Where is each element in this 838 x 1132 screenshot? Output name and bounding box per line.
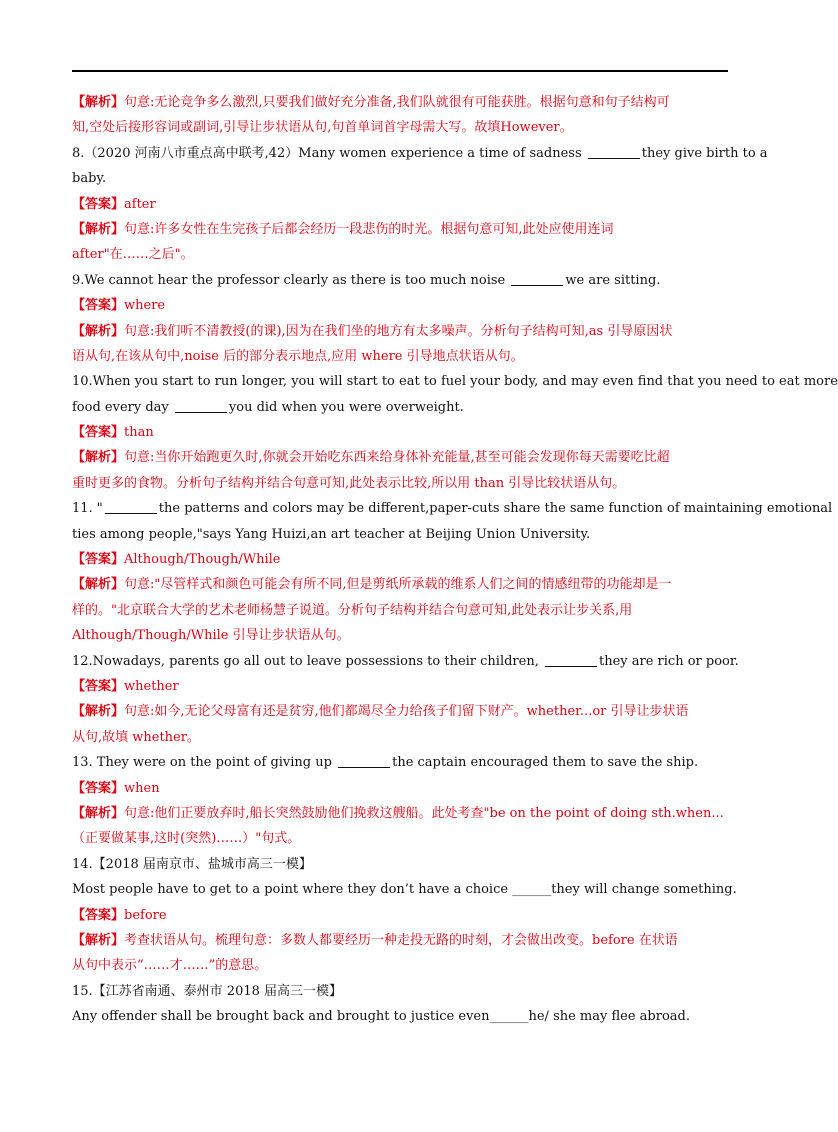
analysis-text: 语从句,在该从句中,noise 后的部分表示地点,应用 where 引导地点状语从句。: [72, 348, 524, 364]
answer-blank: [511, 271, 563, 286]
answer-text: whether: [124, 678, 179, 694]
analysis-tag: 【解析】: [72, 932, 125, 948]
question-10: [72, 369, 838, 394]
question-10-cont: [72, 395, 732, 420]
answer-text: when: [124, 780, 160, 796]
question-8-cont: [72, 166, 732, 191]
question-11: [72, 496, 833, 521]
answer-line: [72, 674, 732, 699]
question-text: 9.We cannot hear the professor clearly as there is too much noise: [72, 272, 506, 288]
question-13: [72, 750, 732, 775]
question-8: [72, 141, 768, 166]
analysis-line: [72, 242, 732, 267]
question-text: Any offender shall be brought back and brought to justice even: [72, 1009, 490, 1025]
analysis-line: [72, 598, 732, 623]
analysis-tag: 【解析】: [72, 805, 125, 821]
answer-line: [72, 776, 732, 801]
question-15: [72, 1004, 732, 1029]
question-12: [72, 649, 739, 674]
question-text: the patterns and colors may be different,paper-cuts share the same function of maintaining emotional: [158, 501, 833, 517]
analysis-text: 从句中表示“……才……”的意思。: [72, 958, 268, 974]
analysis-tag: 【解析】: [72, 95, 125, 110]
answer-text: where: [124, 298, 166, 314]
question-text: they give birth to a: [641, 145, 768, 161]
answer-blank: [175, 398, 227, 413]
question-heading: 15.【江苏省南通、泰州市 2018 届高三一模】: [72, 983, 343, 999]
analysis-tag: 【解析】: [72, 323, 125, 339]
analysis-tag: 【解析】: [72, 577, 125, 593]
answer-blank: [338, 753, 390, 768]
analysis-line: [72, 471, 732, 496]
answer-tag: 【答案】: [72, 298, 125, 314]
analysis-text: 从句,故填 whether。: [72, 729, 200, 745]
analysis-text: 句意:无论竞争多么激烈,只要我们做好充分准备,我们队就很有可能获胜。根据句意和句子结构可: [124, 95, 670, 110]
question-text: they are rich or poor.: [599, 653, 739, 669]
question-text: he/ she may flee abroad.: [528, 1009, 690, 1025]
analysis-line: [72, 801, 732, 826]
analysis-line: [72, 572, 732, 597]
question-text: 12.Nowadays, parents go all out to leave possessions to their children,: [72, 653, 539, 669]
analysis-line: [72, 319, 732, 344]
question-15-source: [72, 979, 732, 1004]
header-rule: [72, 70, 728, 72]
question-text: we are sitting.: [565, 272, 661, 288]
question-text: Most people have to get to a point where they don’t have a choice: [72, 882, 509, 898]
analysis-line: [72, 445, 732, 470]
analysis-line: [72, 928, 732, 953]
answer-line: [72, 293, 732, 318]
analysis-text: Although/Though/While 引导让步状语从句。: [72, 628, 350, 644]
analysis-line: [72, 623, 732, 648]
answer-blank-text: ______: [512, 882, 552, 898]
question-text: ties among people,"says Yang Huizi,an art teacher at Beijing Union University.: [72, 526, 591, 542]
answer-text: Although/Though/While: [124, 552, 281, 568]
analysis-text: 知,空处后接形容词或副词,引导让步状语从句,句首单词首字母需大写。故填However。: [72, 120, 573, 136]
question-14: [72, 877, 737, 902]
question-14-source: [72, 852, 732, 877]
answer-tag: 【答案】: [72, 552, 125, 568]
answer-blank: [588, 144, 640, 159]
analysis-tag: 【解析】: [72, 221, 125, 237]
answer-text: after: [124, 196, 156, 212]
analysis-line: [72, 826, 732, 851]
answer-line: [72, 903, 732, 928]
answer-text: than: [124, 425, 154, 441]
analysis-line: [72, 699, 732, 724]
analysis-line: [72, 217, 732, 242]
answer-tag: 【答案】: [72, 907, 125, 923]
question-text: the captain encouraged them to save the ship.: [392, 755, 699, 771]
analysis-text: 重时更多的食物。分析句子结构并结合句意可知,此处表示比较,所以用 than 引导比较状语从句。: [72, 475, 626, 491]
answer-tag: 【答案】: [72, 678, 125, 694]
analysis-tag: 【解析】: [72, 704, 125, 720]
analysis-tag: 【解析】: [72, 450, 125, 466]
answer-line: [72, 192, 732, 217]
answer-line: [72, 547, 732, 572]
question-heading: 14.【2018 届南京市、盐城市高三一模】: [72, 856, 312, 872]
analysis-line: [72, 90, 732, 115]
analysis-text: 句意:我们听不清教授(的课),因为在我们坐的地方有太多噪声。分析句子结构可知,as 引导原因状: [124, 323, 673, 339]
analysis-line: [72, 725, 732, 750]
answer-tag: 【答案】: [72, 196, 125, 212]
answer-tag: 【答案】: [72, 780, 125, 796]
question-11-cont: [72, 522, 732, 547]
analysis-text: after"在……之后"。: [72, 247, 194, 263]
analysis-text: 样的。"北京联合大学的艺术老师杨慧子说道。分析句子结构并结合句意可知,此处表示让步关系,用: [72, 602, 633, 618]
analysis-text: 句意:"尽管样式和颜色可能会有所不同,但是剪纸所承载的维系人们之间的情感纽带的功能却是一: [124, 577, 672, 593]
answer-blank: [545, 652, 597, 667]
answer-blank-text: ______: [489, 1009, 529, 1025]
analysis-line: [72, 953, 732, 978]
answer-blank: [105, 499, 157, 514]
analysis-text: 句意:许多女性在生完孩子后都会经历一段悲伤的时光。根据句意可知,此处应使用连词: [124, 221, 614, 237]
analysis-text: 句意:他们正要放弃时,船长突然鼓励他们挽救这艘船。此处考查"be on the point of doing sth.when...: [124, 805, 724, 821]
question-text: 13. They were on the point of giving up: [72, 755, 332, 771]
question-text: 11. ": [72, 501, 103, 517]
question-text: they will change something.: [551, 882, 737, 898]
analysis-text: 考查状语从句。梳理句意：多数人都要经历一种走投无路的时刻，才会做出改变。before 在状语: [124, 932, 678, 948]
question-text: food every day: [72, 399, 169, 415]
question-text: 8.（2020 河南八市重点高中联考,42）Many women experience a time of sadness: [72, 145, 582, 161]
answer-text: before: [124, 907, 167, 923]
question-9: [72, 268, 732, 293]
answer-line: [72, 420, 732, 445]
analysis-line: [72, 115, 732, 140]
analysis-text: 句意:当你开始跑更久时,你就会开始吃东西来给身体补充能量,甚至可能会发现你每天需要吃比超: [124, 450, 670, 466]
question-text: you did when you were overweight.: [228, 399, 464, 415]
content: [72, 90, 838, 1029]
analysis-text: 句意:如今,无论父母富有还是贫穷,他们都竭尽全力给孩子们留下财产。whether...or 引导让步状语: [124, 704, 689, 720]
question-text: baby.: [72, 171, 107, 187]
question-text: 10.When you start to run longer, you will start to eat to fuel your body, and may even find that you need to eat more: [72, 374, 838, 390]
analysis-text: （正要做某事,这时(突然)……）"句式。: [72, 831, 301, 847]
analysis-line: [72, 344, 732, 369]
answer-tag: 【答案】: [72, 425, 125, 441]
